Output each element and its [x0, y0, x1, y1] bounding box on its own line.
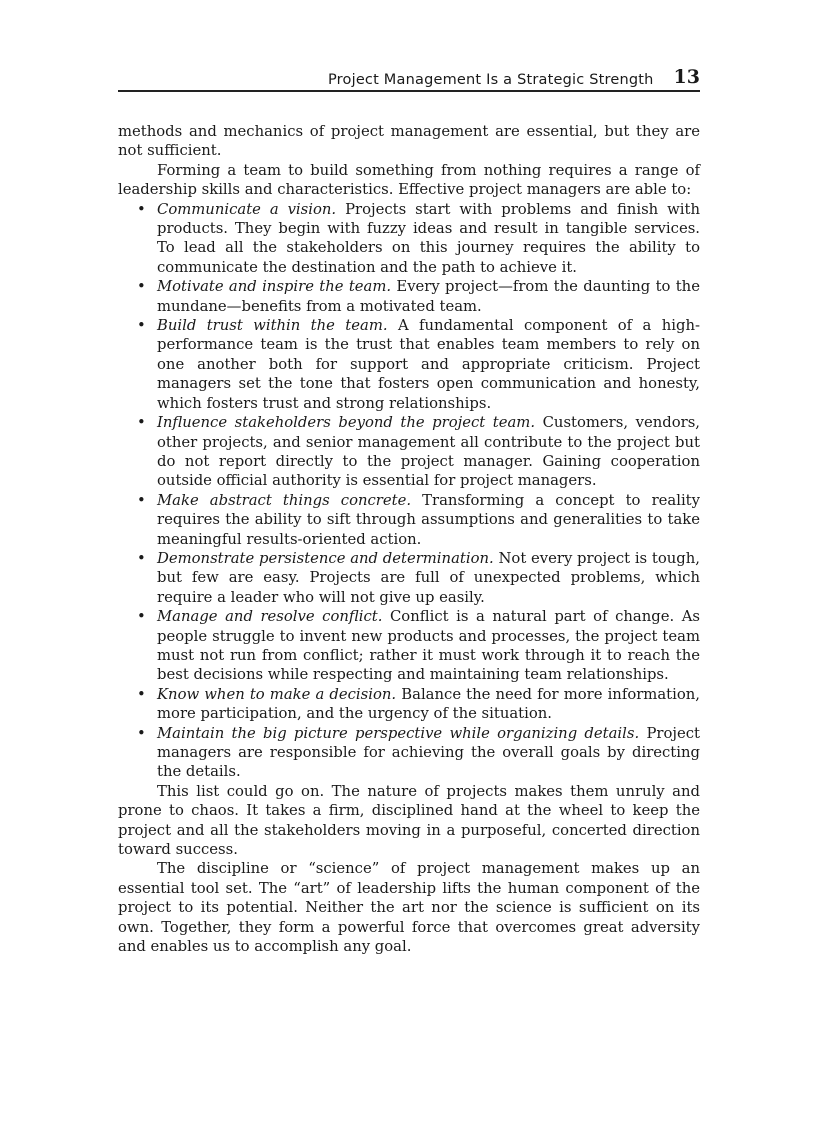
list-item — [118, 316, 700, 413]
list-item — [118, 549, 700, 607]
list-item-text: Projects start with problems and finish with products. They begin with fuzzy ideas and result in tangible services. To lead all the stakeholders on this journey requires the ability to communicate the destination and the path to achieve it. — [157, 200, 700, 276]
bullet-icon: • — [137, 414, 146, 432]
paragraph-list-continues: This list could go on. The nature of projects makes them unruly and prone to chaos. It takes a firm, disciplined hand at the wheel to keep the project and all the stakeholders moving in a purposeful, concerted direction toward success. — [118, 782, 700, 859]
bullet-icon: • — [137, 278, 146, 296]
list-item — [118, 724, 700, 782]
running-head — [118, 64, 700, 92]
list-item-lead: Demonstrate persistence and determination. — [157, 549, 494, 567]
list-item — [118, 685, 700, 724]
list-item — [118, 607, 700, 685]
bullet-icon: • — [137, 491, 146, 509]
list-item-text: Balance the need for more information, more participation, and the urgency of the situation. — [157, 685, 700, 723]
paragraph-discipline: The discipline or “science” of project management makes up an essential tool set. The “art” of leadership lifts the human component of the project to its potential. Neither the art nor the science is sufficient on its own. Together, they form a powerful force that overcomes great adversity and enables us to accomplish any goal. — [118, 860, 700, 956]
intro-paragraph: Forming a team to build something from nothing requires a range of leadership skills and characteristics. Effective project managers are able to: — [118, 161, 700, 199]
page-number: 13 — [673, 66, 700, 88]
list-item-text: Every project—from the daunting to the mundane—benefits from a motivated team. — [157, 278, 700, 315]
list-item — [118, 413, 700, 491]
list-item-lead: Build trust within the team. — [157, 317, 388, 335]
list-item-text: Transforming a concept to reality requires the ability to sift through assumptions and generalities to take meaningful results-oriented action. — [157, 491, 700, 548]
list-item-lead: Manage and resolve conflict. — [157, 608, 383, 626]
running-title: Project Management Is a Strategic Strength — [327, 71, 654, 88]
list-item-text: Customers, vendors, other projects, and senior management all contribute to the project but do not report directly to the project manager. Gaining cooperation outside official authority is essential for project managers. — [157, 414, 700, 490]
list-item-lead: Motivate and inspire the team. — [157, 278, 392, 296]
bullet-icon: • — [137, 724, 146, 742]
intro-continuation: methods and mechanics of project management are essential, but they are not sufficient. — [118, 123, 700, 160]
bullet-icon: • — [137, 549, 146, 567]
bullet-icon: • — [137, 317, 146, 335]
list-item-text: Not every project is tough, but few are easy. Projects are full of unexpected problems, which require a leader who will not give up easily. — [157, 549, 700, 606]
list-item-text: Project managers are responsible for achieving the overall goals by directing the details. — [157, 724, 700, 781]
list-item — [118, 277, 700, 316]
list-item-lead: Make abstract things concrete. — [157, 491, 412, 509]
list-item-text: A fundamental component of a high-performance team is the trust that enables team members to rely on one another both for support and appropriate criticism. Project managers set the tone that fosters open communication and honesty, which fosters trust and strong relationships. — [157, 317, 700, 412]
bullet-icon: • — [137, 685, 146, 703]
bullet-icon: • — [137, 608, 146, 626]
list-item-lead: Communicate a vision. — [157, 200, 337, 218]
list-item — [118, 491, 700, 549]
list-item-text: Conflict is a natural part of change. As people struggle to invent new products and processes, the project team must not run from conflict; rather it must work through it to reach the best decisions while respecting and maintaining team relationships. — [157, 608, 701, 684]
list-item-lead: Know when to make a decision. — [157, 685, 397, 703]
page-body — [118, 122, 700, 956]
list-item-lead: Influence stakeholders beyond the project team. — [157, 414, 536, 432]
list-item — [118, 200, 700, 278]
list-item-lead: Maintain the big picture perspective while organizing details. — [157, 724, 640, 742]
leadership-skills-list — [118, 200, 700, 782]
bullet-icon: • — [137, 200, 146, 218]
